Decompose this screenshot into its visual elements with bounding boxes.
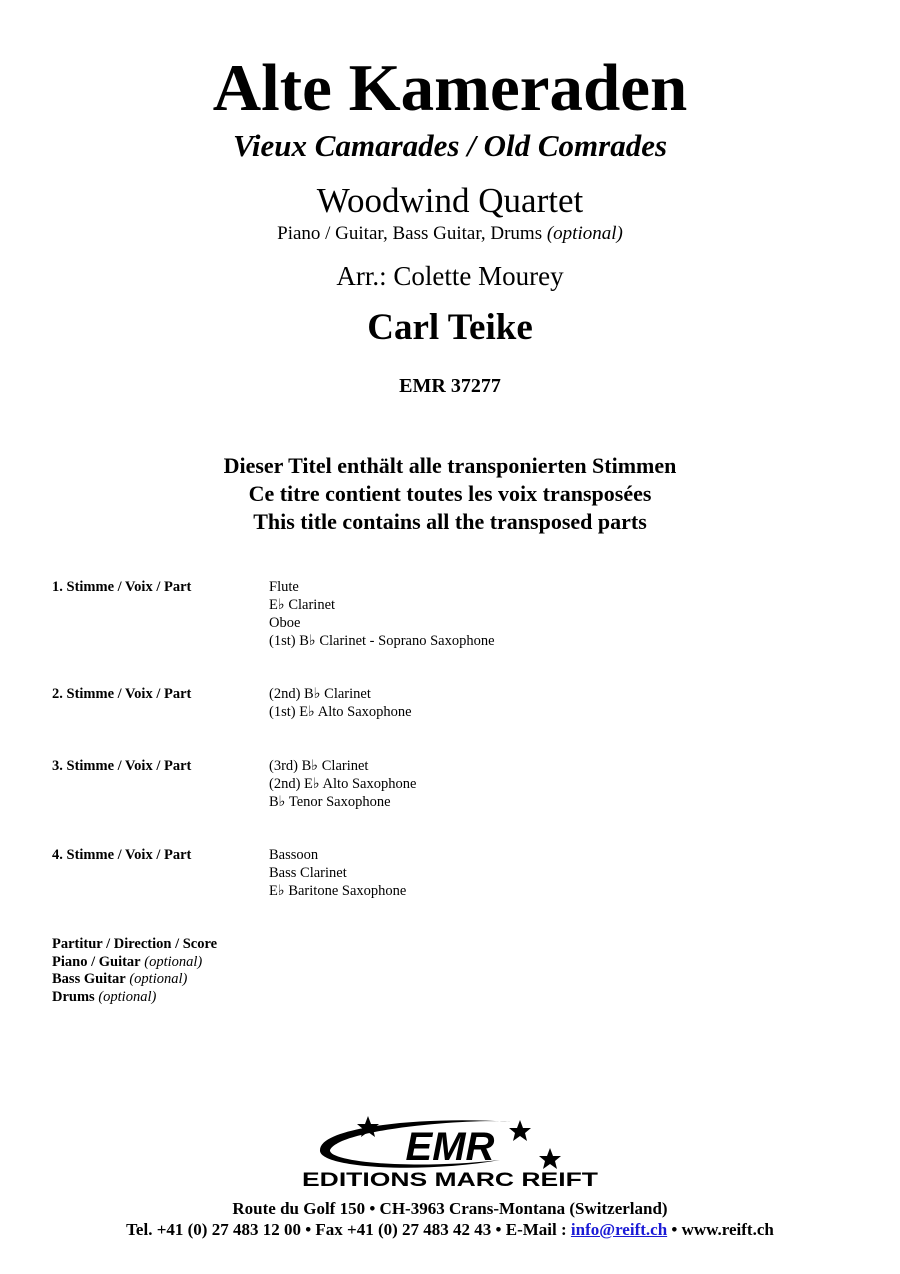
catalog-number: EMR 37277 xyxy=(399,375,501,397)
instrumentation-list: Piano / Guitar, Bass Guitar, Drums xyxy=(277,223,543,244)
publisher-contact xyxy=(0,1220,900,1240)
bass-label: Bass Guitar xyxy=(52,971,126,987)
contact-phone-fax: Tel. +41 (0) 27 483 12 00 • Fax +41 (0) 27 483 42 43 • E-Mail : xyxy=(126,1220,571,1239)
notice-english: This title contains all the transposed parts xyxy=(253,509,647,534)
email-link[interactable]: info@reift.ch xyxy=(570,1220,668,1239)
page-title: Alte Kameraden xyxy=(212,51,688,125)
instrument: Flute xyxy=(269,579,299,595)
piano-line xyxy=(52,954,217,972)
notice-german: Dieser Titel enthält alle transponierten Stimmen xyxy=(223,453,677,478)
instrument: Oboe xyxy=(269,615,301,631)
part-label: 4. Stimme / Voix / Part xyxy=(52,847,192,863)
instrument: (1st) B♭ Clarinet - Soprano Saxophone xyxy=(269,633,495,649)
optional-note: (optional) xyxy=(129,971,188,987)
piano-label: Piano / Guitar xyxy=(52,953,141,970)
drums-line xyxy=(52,989,217,1007)
instrumentation-optional: (optional) xyxy=(546,223,623,244)
instrument: (1st) E♭ Alto Saxophone xyxy=(269,704,412,720)
instrumentation xyxy=(0,223,900,245)
instrument: (2nd) B♭ Clarinet xyxy=(269,686,371,702)
optional-note: (optional) xyxy=(144,953,203,970)
instrument: (3rd) B♭ Clarinet xyxy=(269,758,369,774)
part-instruments xyxy=(269,685,412,721)
contact-website: • www.reift.ch xyxy=(667,1220,774,1239)
logo-text: EMR xyxy=(405,1125,495,1169)
part-label: 1. Stimme / Voix / Part xyxy=(52,579,192,595)
publisher-name: EDITIONS MARC REIFT xyxy=(302,1170,599,1188)
part-instruments xyxy=(269,846,406,900)
instrument: (2nd) E♭ Alto Saxophone xyxy=(269,776,417,792)
instrument: E♭ Clarinet xyxy=(269,597,336,613)
star-icon xyxy=(509,1120,531,1141)
score-line: Partitur / Direction / Score xyxy=(52,936,218,952)
arranger: Arr.: Colette Mourey xyxy=(336,261,564,291)
emr-logo xyxy=(300,1108,600,1188)
part-label: 2. Stimme / Voix / Part xyxy=(52,686,192,702)
drums-label: Drums xyxy=(52,988,95,1005)
part-label: 3. Stimme / Voix / Part xyxy=(52,758,192,774)
instrument: B♭ Tenor Saxophone xyxy=(269,794,391,810)
transposed-notice xyxy=(0,452,900,536)
extra-parts xyxy=(52,936,217,1006)
publisher-address: Route du Golf 150 • CH-3963 Crans-Montana (Switzerland) xyxy=(232,1199,668,1218)
instrument: Bassoon xyxy=(269,847,319,863)
subtitle: Vieux Camarades / Old Comrades xyxy=(232,128,668,163)
part-instruments xyxy=(269,578,495,650)
star-icon xyxy=(539,1148,561,1169)
instrument: Bass Clarinet xyxy=(269,865,347,881)
composer: Carl Teike xyxy=(367,307,533,348)
notice-french: Ce titre contient toutes les voix transposées xyxy=(248,481,652,506)
instrument: E♭ Baritone Saxophone xyxy=(269,883,407,899)
part-instruments xyxy=(269,757,416,811)
optional-note: (optional) xyxy=(98,988,157,1005)
ensemble: Woodwind Quartet xyxy=(316,181,584,220)
bass-line xyxy=(52,971,217,989)
